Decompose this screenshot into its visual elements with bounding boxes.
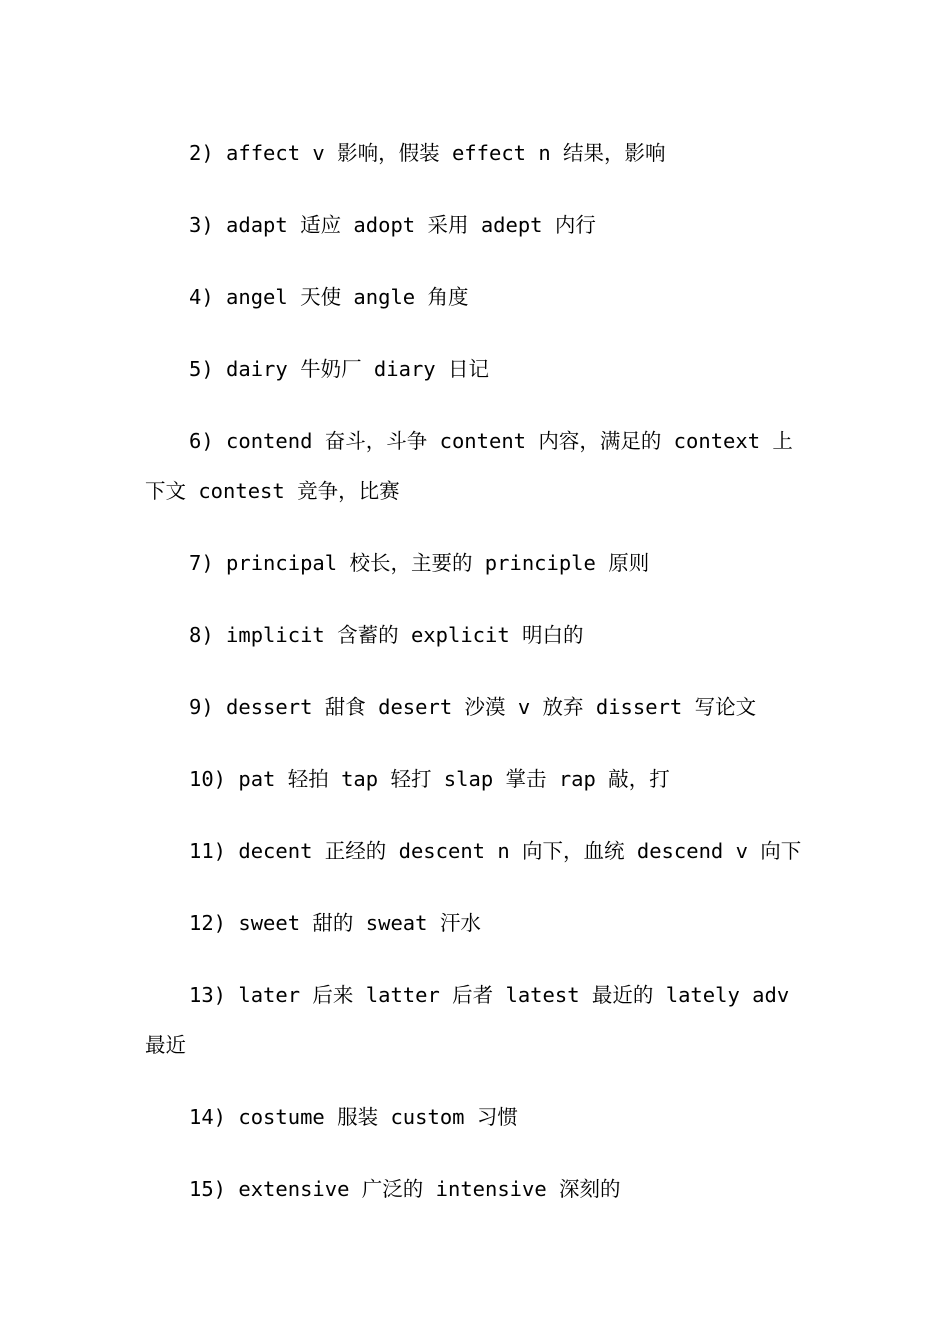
word-entry-7: 7) principal 校长，主要的 principle 原则: [189, 551, 650, 575]
word-entry-5: 5) dairy 牛奶厂 diary 日记: [189, 357, 489, 381]
word-entry-10: 10) pat 轻拍 tap 轻打 slap 掌击 rap 敲，打: [189, 767, 670, 791]
word-entry-14: 14) costume 服装 custom 习惯: [189, 1105, 518, 1129]
word-entry-2: 2) affect v 影响，假装 effect n 结果，影响: [189, 141, 666, 165]
word-entry-4: 4) angel 天使 angle 角度: [189, 285, 469, 309]
word-entry-9: 9) dessert 甜食 desert 沙漠 v 放弃 dissert 写论文: [189, 695, 757, 719]
word-entry-15: 15) extensive 广泛的 intensive 深刻的: [189, 1177, 621, 1201]
word-entry-6: 6) contend 奋斗，斗争 content 内容，满足的 context 上下文 contest 竞争，比赛: [145, 429, 793, 503]
word-entry-8: 8) implicit 含蓄的 explicit 明白的: [189, 623, 584, 647]
word-entry-11: 11) decent 正经的 descent n 向下，血统 descend v 向下: [189, 839, 802, 863]
word-entry-12: 12) sweet 甜的 sweat 汗水: [189, 911, 481, 935]
word-entry-13: 13) later 后来 latter 后者 latest 最近的 lately adv 最近: [145, 983, 790, 1057]
word-entry-3: 3) adapt 适应 adopt 采用 adept 内行: [189, 213, 596, 237]
document-body: [145, 128, 810, 1236]
